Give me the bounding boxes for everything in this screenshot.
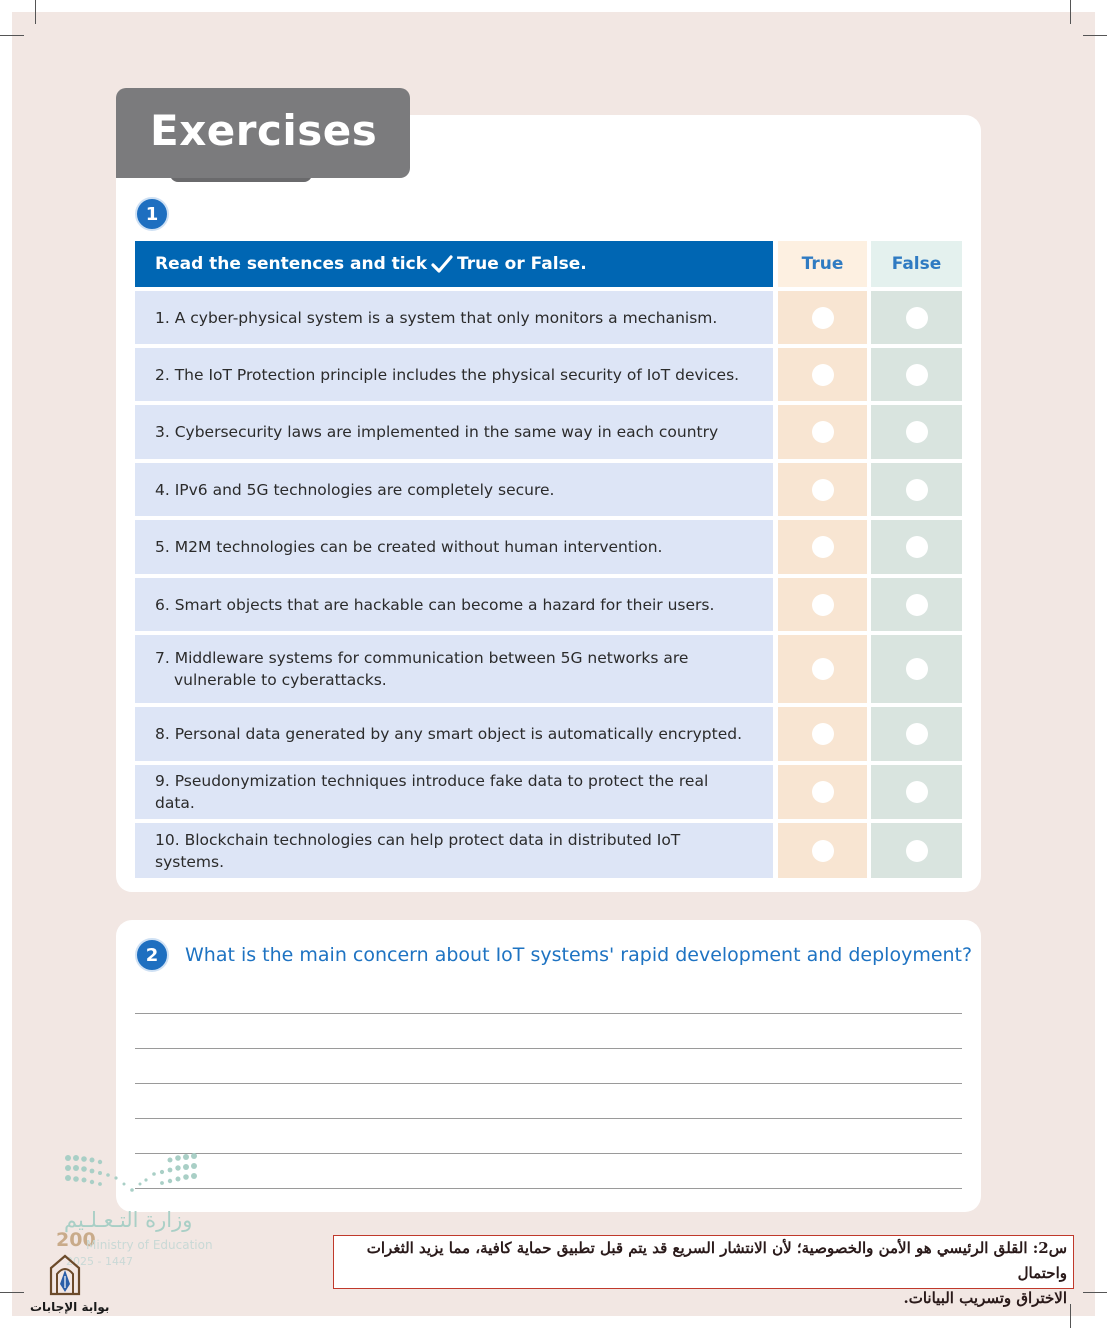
page-number: 200 (56, 1229, 96, 1251)
false-radio[interactable] (906, 421, 928, 443)
statement-text: 7. Middleware systems for communication between 5G networks are (155, 649, 689, 667)
true-radio[interactable] (812, 658, 834, 680)
statement-text: 3. Cybersecurity laws are implemented in the same way in each country (155, 423, 719, 441)
instruction-text-before: Read the sentences and tick (155, 254, 428, 274)
false-radio[interactable] (906, 658, 928, 680)
false-column-header: False (871, 241, 962, 287)
exercise1-number-badge: 1 (135, 197, 169, 231)
true-cell (778, 765, 867, 819)
answer-line[interactable] (135, 1188, 962, 1189)
statement-text: 5. M2M technologies can be created without human intervention. (155, 538, 663, 556)
false-radio[interactable] (906, 840, 928, 862)
statement-text: 2. The IoT Protection principle includes the physical security of IoT devices. (155, 365, 740, 384)
statement-row (135, 405, 773, 459)
false-cell (871, 707, 962, 761)
statement-text: 6. Smart objects that are hackable can become a hazard for their users. (155, 595, 715, 614)
false-radio[interactable] (906, 307, 928, 329)
statement-text: 10. Blockchain technologies can help protect data in distributed IoT systems. (155, 830, 681, 871)
true-cell (778, 405, 867, 459)
answer-note-line1: س2: القلق الرئيسي هو الأمن والخصوصية؛ لأن الانتشار السريع قد يتم قبل تطبيق حماية كافية، مما يزيد الثغرات واحتمال (366, 1239, 1067, 1282)
statement-text: 4. IPv6 and 5G technologies are completely secure. (155, 480, 555, 499)
false-radio[interactable] (906, 479, 928, 501)
instruction-text-after: True or False. (457, 254, 587, 274)
statement-text: 1. A cyber-physical system is a system that only monitors a mechanism. (155, 308, 718, 327)
statement-row (135, 823, 773, 878)
crop-mark (35, 0, 36, 24)
answer-line[interactable] (135, 1048, 962, 1049)
false-cell (871, 348, 962, 401)
true-cell (778, 291, 867, 344)
false-cell (871, 291, 962, 344)
exercises-title: Exercises (150, 106, 378, 155)
false-cell (871, 765, 962, 819)
statement-row (135, 348, 773, 401)
false-cell (871, 405, 962, 459)
site-name: بوابة الإجابات (30, 1300, 110, 1314)
false-radio[interactable] (906, 364, 928, 386)
false-cell (871, 463, 962, 516)
exercise2-question: What is the main concern about IoT systems' rapid development and deployment? (185, 944, 973, 966)
true-cell (778, 823, 867, 878)
pen-nib-logo-icon (45, 1254, 85, 1300)
true-cell (778, 635, 867, 703)
true-radio[interactable] (812, 781, 834, 803)
true-radio[interactable] (812, 479, 834, 501)
true-column-header: True (778, 241, 867, 287)
false-cell (871, 635, 962, 703)
true-radio[interactable] (812, 840, 834, 862)
exercise2-number-badge: 2 (135, 938, 169, 972)
false-radio[interactable] (906, 781, 928, 803)
true-radio[interactable] (812, 364, 834, 386)
answer-line[interactable] (135, 1118, 962, 1119)
true-cell (778, 348, 867, 401)
true-cell (778, 463, 867, 516)
true-radio[interactable] (812, 723, 834, 745)
false-radio[interactable] (906, 723, 928, 745)
crop-mark (1083, 1292, 1107, 1293)
statement-text-continuation: vulnerable to cyberattacks. (174, 671, 387, 689)
true-radio[interactable] (812, 307, 834, 329)
crop-mark (0, 35, 24, 36)
false-cell (871, 823, 962, 878)
true-radio[interactable] (812, 421, 834, 443)
true-radio[interactable] (812, 536, 834, 558)
statement-row (135, 463, 773, 516)
statement-row (135, 520, 773, 574)
statement-text: 8. Personal data generated by any smart object is automatically encrypted. (155, 725, 743, 743)
crop-mark (1083, 35, 1107, 36)
statement-row (135, 707, 773, 761)
ministry-arabic-name: وزارة التـعـلـيم (64, 1208, 193, 1232)
answer-line[interactable] (135, 1083, 962, 1084)
false-radio[interactable] (906, 536, 928, 558)
answer-note-line2: الاختراق وتسريب البيانات. (903, 1289, 1067, 1307)
true-radio[interactable] (812, 594, 834, 616)
false-cell (871, 578, 962, 631)
false-cell (871, 520, 962, 574)
statement-row (135, 291, 773, 344)
crop-mark (1070, 1304, 1071, 1328)
true-cell (778, 578, 867, 631)
ministry-years: 2025 - 1447 (66, 1255, 133, 1268)
answer-note-box (333, 1235, 1074, 1307)
ministry-english-name: Ministry of Education (86, 1238, 213, 1252)
true-cell (778, 707, 867, 761)
false-radio[interactable] (906, 594, 928, 616)
statement-row (135, 635, 773, 703)
checkmark-icon (431, 254, 453, 274)
crop-mark (1070, 0, 1071, 24)
statement-row (135, 765, 773, 819)
crop-mark (0, 1292, 24, 1293)
statement-text: 9. Pseudonymization techniques introduce fake data to protect the real data. (155, 772, 709, 812)
true-cell (778, 520, 867, 574)
answer-line[interactable] (135, 1013, 962, 1014)
answer-line[interactable] (135, 1153, 962, 1154)
statement-row (135, 578, 773, 631)
instruction-header (135, 241, 773, 287)
ministry-logo-icon (62, 1150, 202, 1200)
